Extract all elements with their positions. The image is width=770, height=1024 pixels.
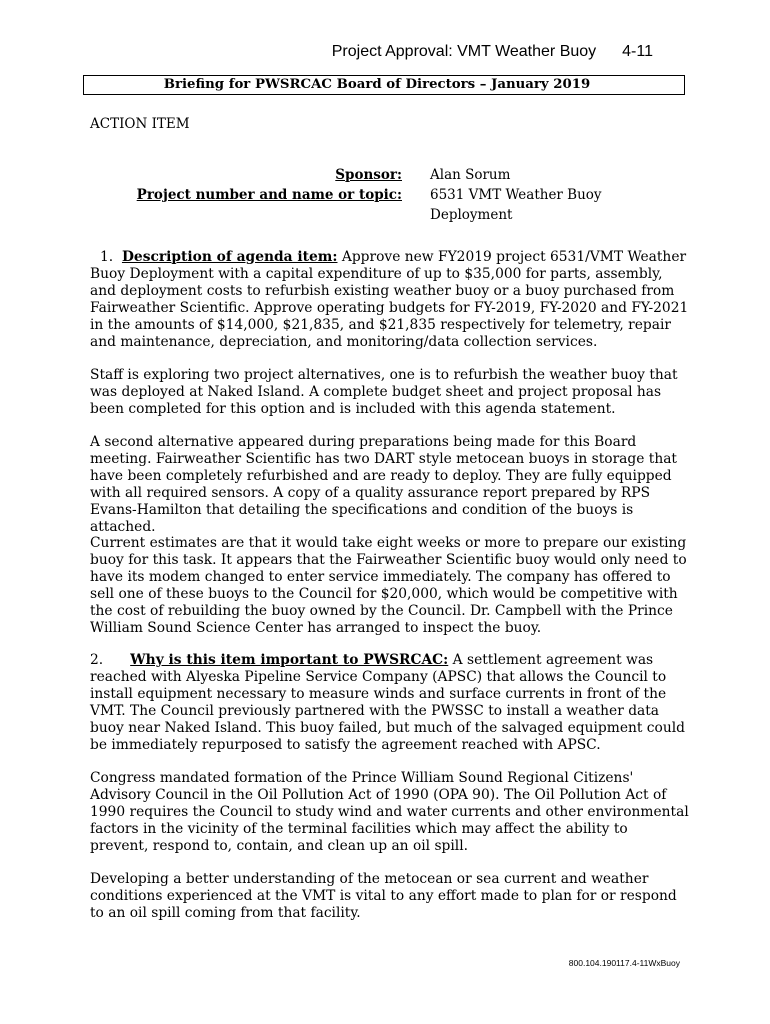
paragraph-metocean: Developing a better understanding of the metocean or sea current and weather conditions experienced at the VMT is vital to any effort made to plan for or respond to an oil spill coming from that facility. <box>90 871 677 921</box>
section-2-text: A settlement agreement was reached with Alyeska Pipeline Service Company (APSC) that allows the Council to install equipment necessary to measure winds and surface currents in front of the VMT. The Council previously partnered with the PWSSC to install a weather data buoy near Naked Island. This buoy failed, but much of the salvaged equipment could be immediately repurposed to satisfy the agreement reached with APSC. <box>90 652 685 753</box>
action-item-heading: ACTION ITEM <box>90 116 190 132</box>
section-2-heading: Why is this item important to PWSRCAC: <box>130 652 449 668</box>
project-label: Project number and name or topic: <box>136 187 402 203</box>
paragraph-congress-mandate: Congress mandated formation of the Prince William Sound Regional Citizens' Advisory Council in the Oil Pollution Act of 1990 (OPA 90). The Oil Pollution Act of 1990 requires the Council to study wind and water currents and other environmental factors in the vicinity of the terminal facilities which may affect the ability to prevent, respond to, contain, and clean up an oil spill. <box>90 770 689 854</box>
section-1-description <box>90 249 690 351</box>
header-title: Project Approval: VMT Weather Buoy <box>331 43 597 60</box>
paragraph-second-alternative: A second alternative appeared during preparations being made for this Board meeting. Fairweather Scientific has two DART style metocean buoys in storage that have been completely refurbished and are ready to deploy. They are fully equipped with all required sensors. A copy of a quality assurance report prepared by RPS Evans-Hamilton that detailing the specifications and condition of the buoys is attached. <box>90 434 677 535</box>
page-header <box>0 43 653 61</box>
sponsor-value: Alan Sorum <box>430 167 511 183</box>
project-value-line1: 6531 VMT Weather Buoy <box>430 187 602 203</box>
document-code-footer: 800.104.190117.4-11WxBuoy <box>568 958 680 968</box>
paragraph-current-estimates: Current estimates are that it would take eight weeks or more to prepare our existing buoy for this task. It appears that the Fairweather Scientific buoy would only need to have its modem changed to enter service immediately. The company has offered to sell one of these buoys to the Council for $20,000, which would be competitive with the cost of rebuilding the buoy owned by the Council. Dr. Campbell with the Prince William Sound Science Center has arranged to inspect the buoy. <box>90 535 687 636</box>
section-2-number: 2. <box>90 652 104 668</box>
briefing-banner <box>83 75 685 95</box>
section-1-number: 1. <box>100 249 114 265</box>
project-value-line2: Deployment <box>430 207 513 223</box>
section-2-importance <box>90 652 690 754</box>
section-1-heading: Description of agenda item: <box>121 249 338 265</box>
paragraph-alternatives: Staff is exploring two project alternatives, one is to refurbish the weather buoy that was deployed at Naked Island. A complete budget sheet and project proposal has been completed for this option and is included with this agenda statement. <box>90 367 678 417</box>
page-number: 4-11 <box>622 43 653 60</box>
sponsor-labels <box>90 165 402 205</box>
section-1-text: Approve new FY2019 project 6531/VMT Weather Buoy Deployment with a capital expenditure of up to $35,000 for parts, assembly, and deployment costs to refurbish existing weather buoy or a buoy purchased from Fairweather Scientific. Approve operating budgets for FY-2019, FY-2020 and FY-2021 in the amounts of $14,000, $21,835, and $21,835 respectively for telemetry, repair and maintenance, depreciation, and monitoring/data collection services. <box>90 249 689 350</box>
sponsor-values <box>430 165 630 225</box>
briefing-title: Briefing for PWSRCAC Board of Directors – January 2019 <box>163 77 591 92</box>
sponsor-label: Sponsor: <box>335 167 402 183</box>
